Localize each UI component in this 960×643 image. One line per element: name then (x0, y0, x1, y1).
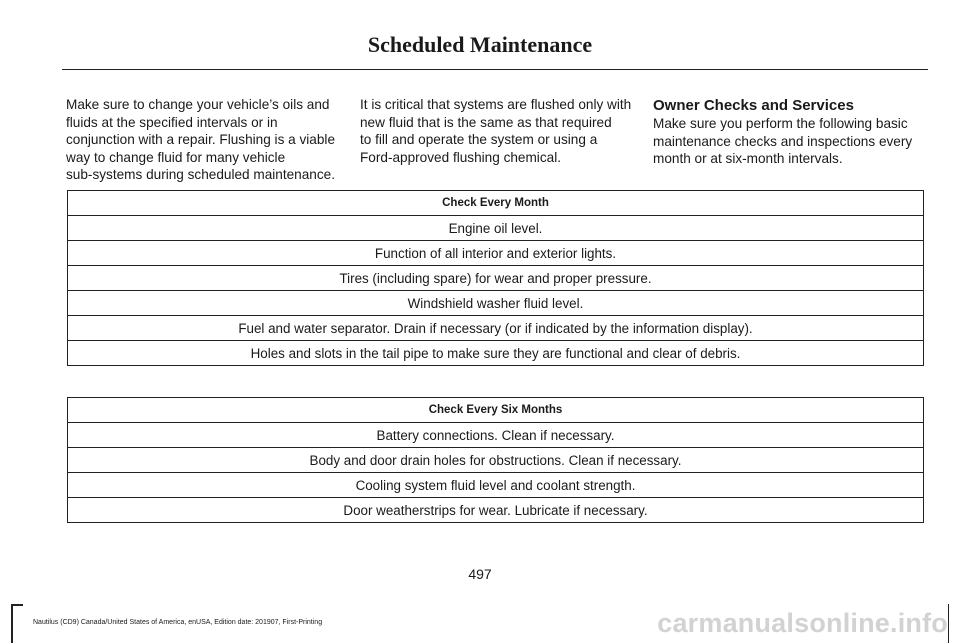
table-row (68, 498, 924, 523)
table-cell: Body and door drain holes for obstructions. Clean if necessary. (68, 448, 924, 473)
table-row (68, 216, 924, 241)
table-cell: Cooling system fluid level and coolant strength. (68, 473, 924, 498)
oils-fluids-paragraph: Make sure to change your vehicle’s oils and fluids at the specified intervals or in conjunction with a repair. Flushing is a viable way to change fluid for many vehicle sub-systems during scheduled maintenance. (66, 97, 336, 183)
page-title: Scheduled Maintenance (367, 32, 593, 57)
table-row (68, 448, 924, 473)
table-row (68, 241, 924, 266)
table-cell: Door weatherstrips for wear. Lubricate if necessary. (68, 498, 924, 523)
section-heading: Owner Checks and Services (653, 97, 854, 114)
table-row (68, 316, 924, 341)
table-cell: Windshield washer fluid level. (68, 291, 924, 316)
page-number: 497 (468, 566, 492, 582)
table-row (68, 473, 924, 498)
table-cell: Tires (including spare) for wear and proper pressure. (68, 266, 924, 291)
six-month-check-table (67, 397, 924, 523)
owner-checks-paragraph: Make sure you perform the following basic maintenance checks and inspections every month or at six-month intervals. (653, 116, 913, 167)
crop-mark (11, 604, 13, 643)
table-cell: Holes and slots in the tail pipe to make sure they are functional and clear of debris. (68, 341, 924, 366)
table-row (68, 423, 924, 448)
table-cell: Function of all interior and exterior lights. (68, 241, 924, 266)
table-header: Check Every Month (68, 191, 924, 216)
intro-column-3 (653, 96, 933, 168)
table-cell: Battery connections. Clean if necessary. (68, 423, 924, 448)
footer-edition-text: Nautilus (CD9) Canada/United States of America, enUSA, Edition date: 201907, First-Printing (33, 619, 323, 626)
title-divider (62, 69, 928, 70)
table-cell: Engine oil level. (68, 216, 924, 241)
table-header: Check Every Six Months (68, 398, 924, 423)
intro-column-2 (360, 96, 632, 166)
table-row (68, 266, 924, 291)
crop-mark (11, 604, 23, 606)
table-cell: Fuel and water separator. Drain if necessary (or if indicated by the information display). (68, 316, 924, 341)
table-row (68, 341, 924, 366)
monthly-check-table (67, 190, 924, 366)
watermark-logo: carmanualsonline.info (657, 608, 948, 638)
table-row (68, 291, 924, 316)
intro-column-1 (66, 96, 338, 184)
flushing-paragraph: It is critical that systems are flushed only with new fluid that is the same as that required to fill and operate the system or using a Ford-approved flushing chemical. (360, 97, 632, 165)
